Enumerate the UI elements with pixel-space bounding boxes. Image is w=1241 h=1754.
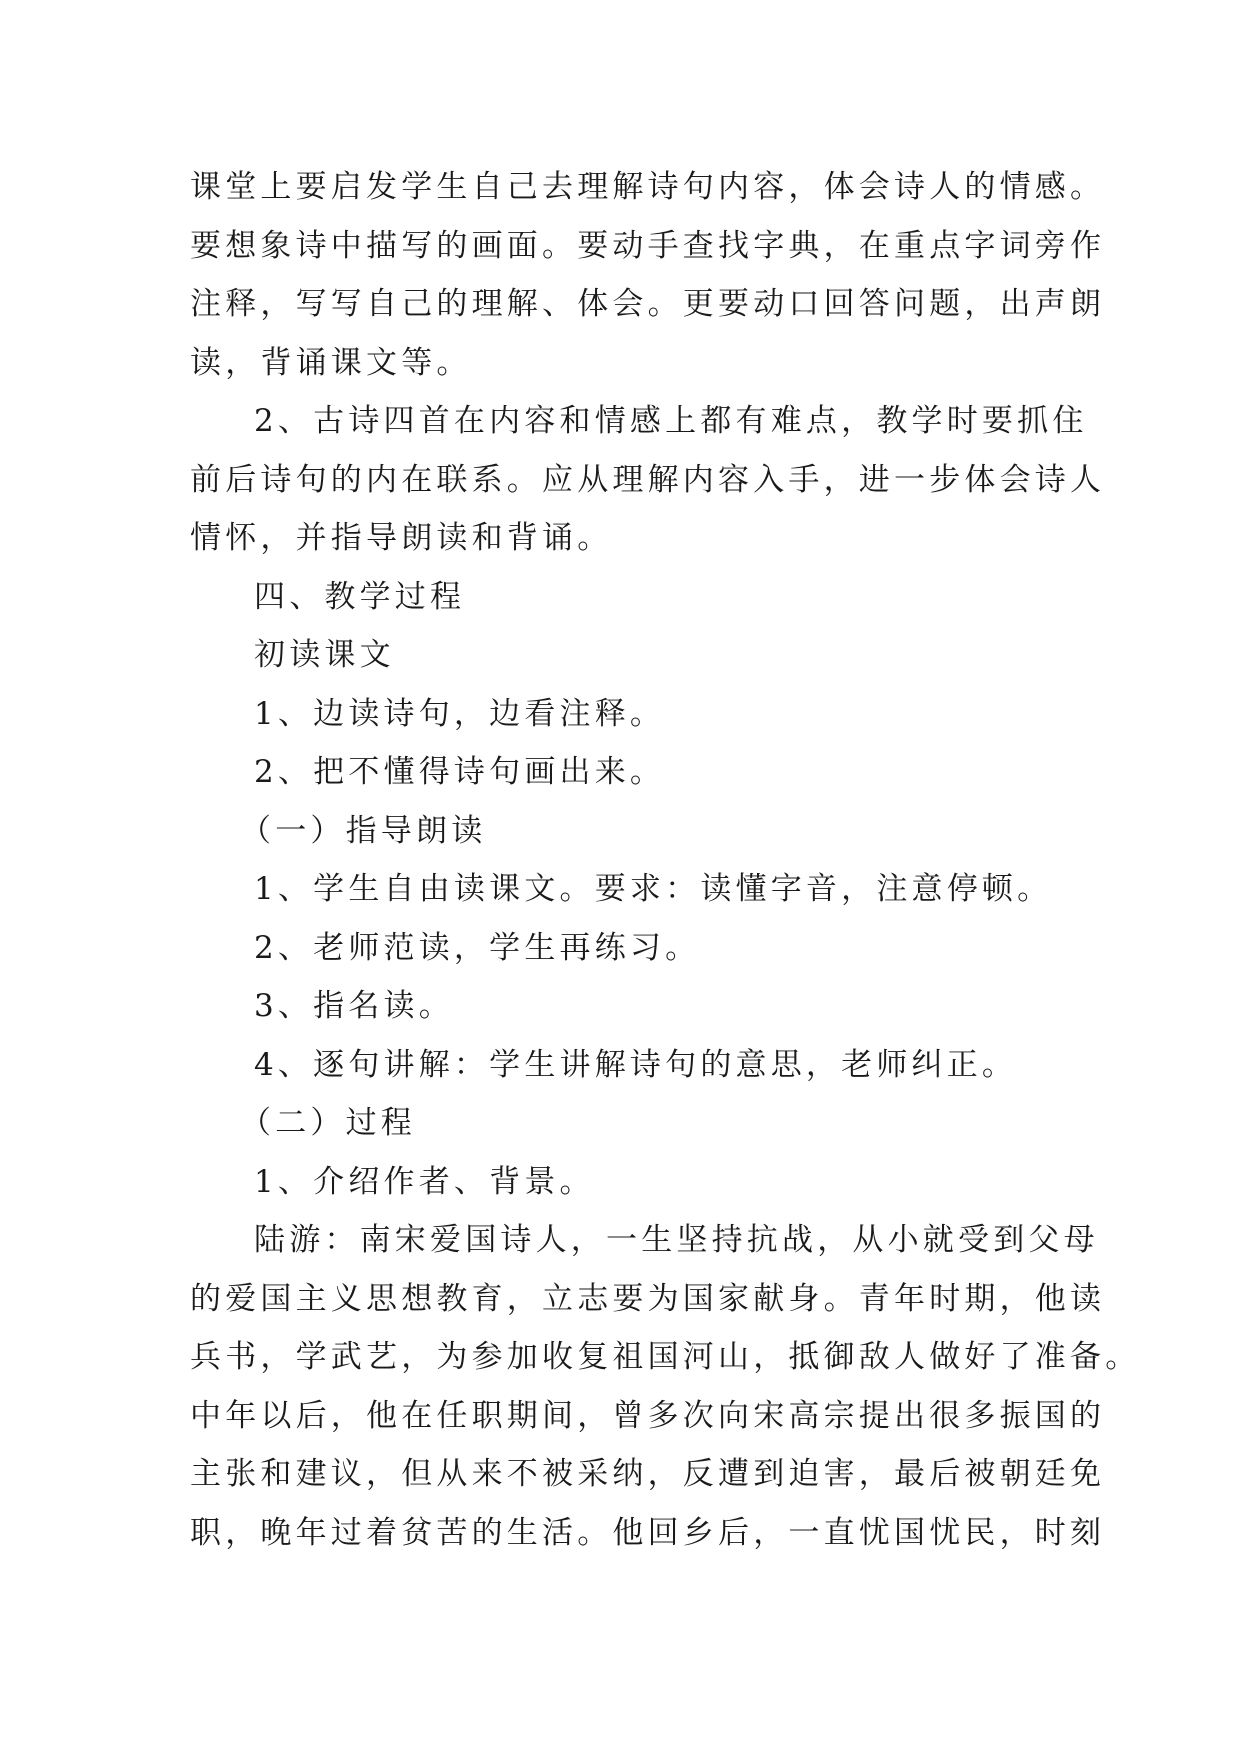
list-item: 1、学生自由读课文。要求：读懂字音，注意停顿。: [254, 871, 1053, 907]
text-line: 的爱国主义思想教育，立志要为国家献身。青年时期，他读: [190, 1280, 1106, 1317]
subsection-heading: （一）指导朗读: [240, 812, 487, 849]
subsection-heading: （二）过程: [240, 1105, 416, 1141]
text-line: 兵书，学武艺，为参加收复祖国河山，抵御敌人做好了准备。: [190, 1339, 1141, 1375]
list-item: 1、介绍作者、背景。: [254, 1163, 595, 1200]
text-line: 陆游：南宋爱国诗人，一生坚持抗战，从小就受到父母: [254, 1222, 1099, 1258]
list-item: 1、边读诗句，边看注释。: [254, 695, 666, 732]
text-line: 职，晚年过着贫苦的生活。他回乡后，一直忧国忧民，时刻: [190, 1514, 1106, 1551]
list-item: 2、把不懂得诗句画出来。: [254, 754, 666, 790]
document-body: [190, 158, 1141, 1562]
list-item: 2、老师范读，学生再练习。: [254, 929, 701, 966]
subsection-heading: 初读课文: [254, 637, 395, 673]
text-line: 2、古诗四首在内容和情感上都有难点，教学时要抓住: [254, 403, 1088, 439]
text-line: 注释，写写自己的理解、体会。更要动口回答问题，出声朗: [190, 286, 1106, 322]
text-line: 中年以后，他在任职期间，曾多次向宋高宗提出很多振国的: [190, 1397, 1106, 1434]
text-line: 主张和建议，但从来不被采纳，反遭到迫害，最后被朝廷免: [190, 1456, 1106, 1492]
text-line: 前后诗句的内在联系。应从理解内容入手，进一步体会诗人: [190, 461, 1106, 498]
text-line: 课堂上要启发学生自己去理解诗句内容，体会诗人的情感。: [190, 169, 1106, 205]
section-heading: 四、教学过程: [254, 578, 466, 615]
list-item: 3、指名读。: [254, 988, 454, 1024]
list-item: 4、逐句讲解：学生讲解诗句的意思，老师纠正。: [254, 1046, 1018, 1083]
text-line: 要想象诗中描写的画面。要动手查找字典，在重点字词旁作: [190, 227, 1106, 264]
text-line: 读，背诵课文等。: [190, 344, 472, 381]
text-line: 情怀，并指导朗读和背诵。: [190, 520, 613, 556]
